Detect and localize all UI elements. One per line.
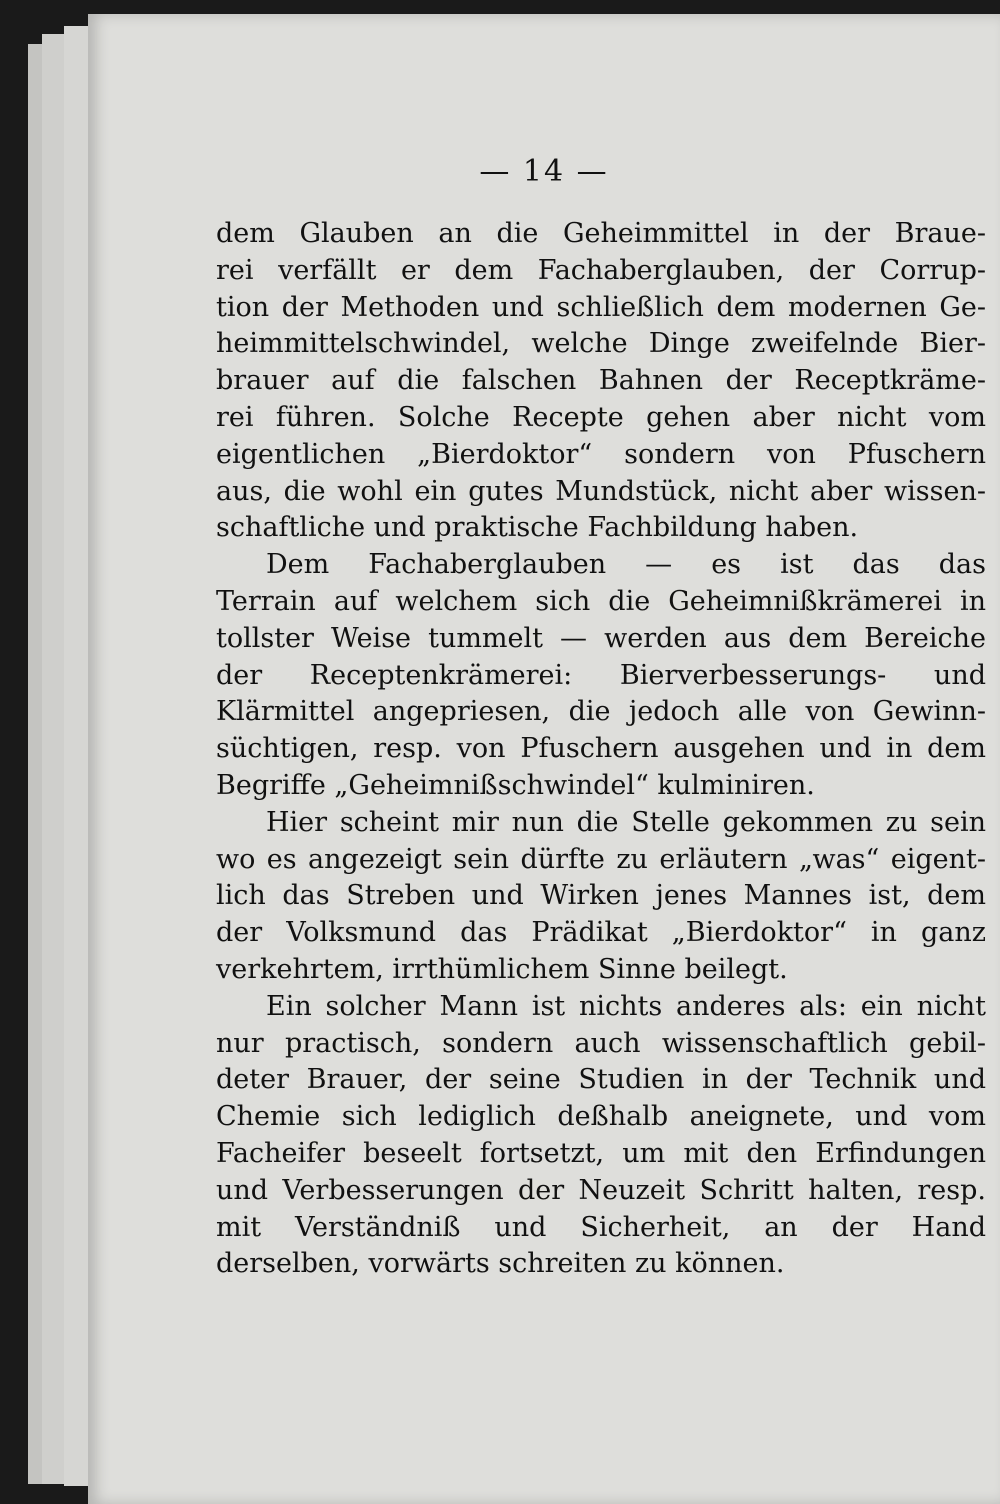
text-line: Ein solcher Mann ist nichts anderes als: ein nicht — [266, 990, 986, 1022]
text-line: süchtigen, resp. von Pfuschern ausgehen und in dem — [216, 733, 986, 765]
text-line: der Receptenkrämerei: Bierverbesserungs- und — [216, 659, 986, 691]
text-line: brauer auf die falschen Bahnen der Receptkräme- — [216, 365, 986, 397]
text-line: lich das Streben und Wirken jenes Mannes ist, dem — [216, 880, 986, 912]
text-line: Klärmittel angepriesen, die jedoch alle von Gewinn- — [216, 696, 986, 728]
text-line: rei verfällt er dem Fachaberglauben, der Corrup- — [216, 254, 986, 286]
text-line: und Verbesserungen der Neuzeit Schritt halten, resp. — [216, 1174, 986, 1206]
book-page — [88, 14, 1000, 1504]
page-body-text — [216, 216, 986, 1283]
text-line: Dem Fachaberglauben — es ist das das — [266, 549, 986, 581]
text-line: mit Verständniß und Sicherheit, an der Hand — [216, 1211, 986, 1243]
text-line: tion der Methoden und schließlich dem modernen Ge- — [216, 291, 986, 323]
text-line: dem Glauben an die Geheimmittel in der Braue- — [216, 218, 986, 249]
text-line: aus, die wohl ein gutes Mundstück, nicht aber wissen- — [216, 475, 986, 507]
text-line: tollster Weise tummelt — werden aus dem Bereiche — [216, 622, 986, 654]
text-line: Begriffe „Geheimnißschwindel“ kulminiren. — [216, 769, 815, 801]
text-line: derselben, vorwärts schreiten zu können. — [216, 1248, 785, 1280]
text-line: rei führen. Solche Recepte gehen aber nicht vom — [216, 401, 986, 433]
text-line: Hier scheint mir nun die Stelle gekommen zu sein — [266, 806, 986, 838]
text-line: eigentlichen „Bierdoktor“ sondern von Pfuschern — [216, 438, 986, 470]
text-line: nur practisch, sondern auch wissenschaftlich gebil- — [216, 1027, 986, 1059]
text-line: verkehrtem, irrthümlichem Sinne beilegt. — [216, 953, 788, 985]
text-line: Facheifer beseelt fortsetzt, um mit den Erfindungen — [216, 1137, 986, 1169]
text-line: Terrain auf welchem sich die Geheimnißkrämerei in — [216, 585, 986, 617]
page-number: — 14 — — [479, 154, 609, 189]
text-line: wo es angezeigt sein dürfte zu erläutern „was“ eigent- — [216, 843, 986, 875]
text-line: deter Brauer, der seine Studien in der Technik und — [216, 1064, 986, 1096]
text-line: heimmittelschwindel, welche Dinge zweifelnde Bier- — [216, 328, 986, 360]
text-line: schaftliche und praktische Fachbildung haben. — [216, 512, 859, 544]
text-line: der Volksmund das Prädikat „Bierdoktor“ in ganz — [216, 917, 986, 949]
text-line: Chemie sich lediglich deßhalb aneignete, und vom — [216, 1101, 986, 1133]
